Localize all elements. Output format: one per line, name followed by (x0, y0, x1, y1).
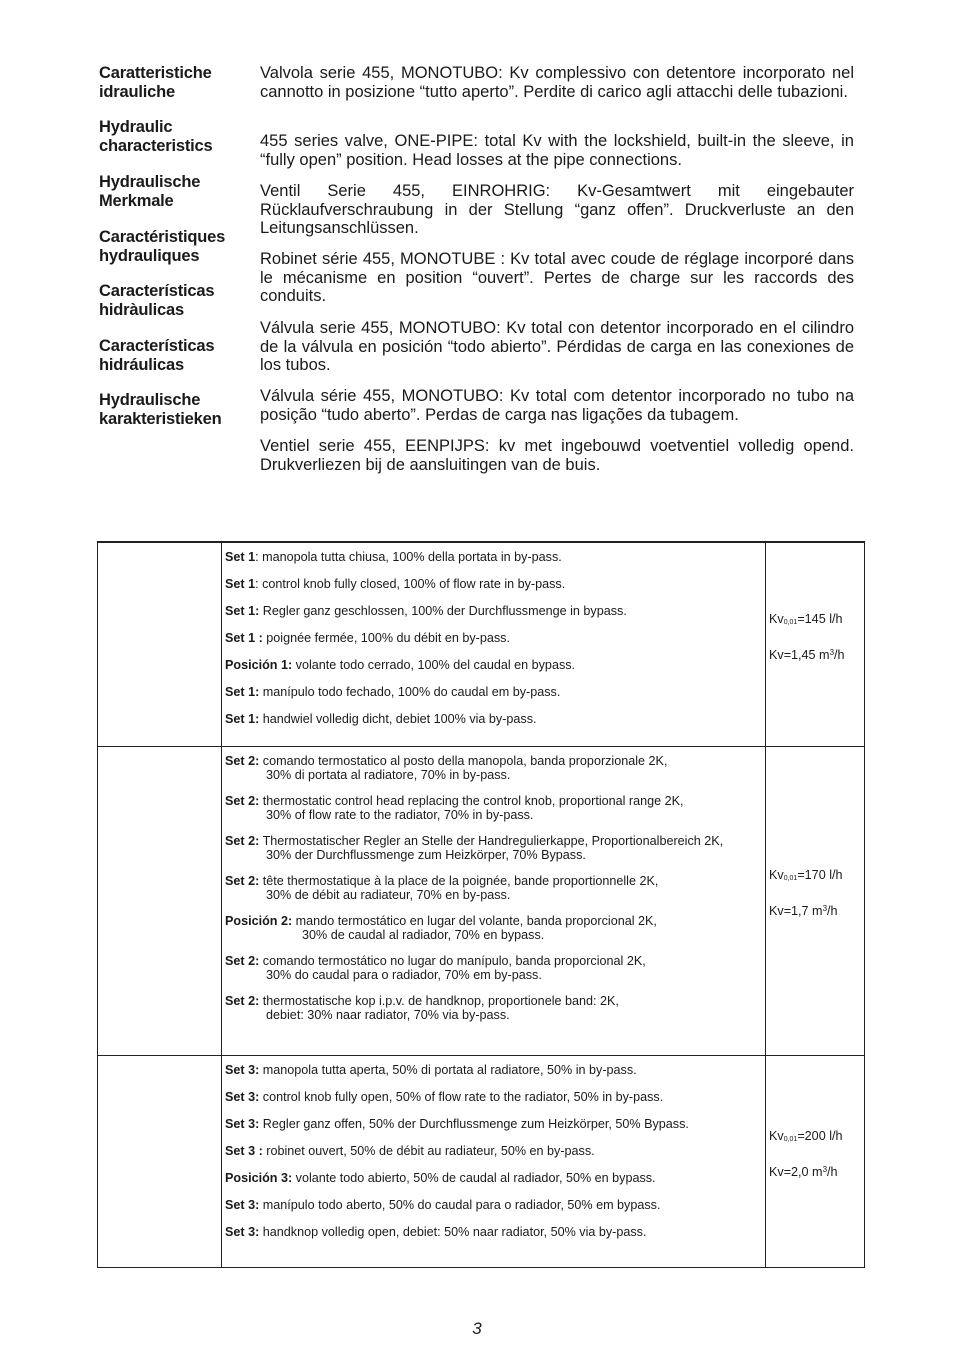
image-cell (98, 1056, 222, 1268)
list-item: Posición 1: volante todo cerrado, 100% del caudal en bypass. (225, 658, 576, 672)
list-item: Set 3: handknop volledig open, debiet: 50% naar radiator, 50% via by-pass. (225, 1225, 647, 1239)
list-item: Posición 3: volante todo abierto, 50% de caudal al radiador, 50% en bypass. (225, 1171, 656, 1185)
paragraph-portuguese: Válvula série 455, MONOTUBO: Kv total com detentor incorporado no tubo na posição “tudo aberto”. Perdas de carga nas ligações da tubagem. (260, 387, 854, 424)
kv-flow-value: $Kv_{0,01}=170$ l/h (769, 868, 843, 882)
table-row (98, 747, 865, 1056)
heading-german: Hydraulische Merkmale (99, 173, 201, 210)
paragraph-english: 455 series valve, ONE-PIPE: total Kv with the lockshield, built-in the sleeve, in “fully open” position. Head losses at the pipe connections. (260, 132, 854, 169)
settings-text-cell (222, 747, 766, 1056)
heading-french: Caractéristiques hydrauliques (99, 228, 226, 265)
list-item: Set 1 : poignée fermée, 100% du débit en by-pass. (225, 631, 510, 645)
table-row (98, 542, 865, 747)
heading-spanish: Características hidràulicas (99, 282, 215, 319)
kv-flow-value: $Kv_{0,01}=145$ l/h (769, 611, 843, 626)
table-row (98, 1056, 865, 1268)
page-number: 3 (472, 1319, 482, 1338)
list-item: Set 2: comando termostático no lugar do manípulo, banda proporcional 2K, 30% do caudal para o radiador, 70% em by-pass. (225, 954, 646, 982)
kv-volume-value: Kv=2,0 $m^3/h$ (769, 1164, 838, 1179)
list-item: Set 3 : robinet ouvert, 50% de débit au radiateur, 50% en by-pass. (225, 1144, 595, 1158)
list-item: Set 1: manopola tutta chiusa, 100% della portata in by-pass. (225, 550, 562, 564)
kv-volume-value: Kv=1,45 $m^3/h$ (769, 647, 845, 662)
kv-cell (766, 747, 865, 1056)
list-item: Set 2: tête thermostatique à la place de la poignée, bande proportionnelle 2K, 30% de débit au radiateur, 70% en by-pass. (225, 874, 659, 902)
list-item: Set 1: handwiel volledig dicht, debiet 100% via by-pass. (225, 712, 537, 726)
settings-text-cell (222, 542, 766, 747)
kv-flow-value: $Kv_{0,01}=200$ l/h (769, 1128, 843, 1143)
list-item: Set 3: Regler ganz offen, 50% der Durchflussmenge zum Heizkörper, 50% Bypass. (225, 1117, 689, 1131)
list-item: Set 3: manípulo todo aberto, 50% do caudal para o radiador, 50% em bypass. (225, 1198, 661, 1212)
settings-table (97, 541, 865, 1268)
list-item: Set 2: comando termostatico al posto della manopola, banda proporzionale 2K, 30% di portata al radiatore, 70% in by-pass. (225, 754, 668, 782)
image-cell (98, 747, 222, 1056)
heading-english: Hydraulic characteristics (99, 118, 213, 155)
image-cell (98, 542, 222, 747)
list-item: Set 2: Thermostatischer Regler an Stelle der Handregulierkappe, Proportionalbereich 2K, 30% der Durchflussmenge zum Heizkörper, 70% Bypass. (225, 834, 724, 862)
paragraph-italian: Valvola serie 455, MONOTUBO: Kv complessivo con detentore incorporato nel cannotto in posizione “tutto aperto”. Perdite di carico agli attacchi delle tubazioni. (260, 64, 854, 101)
list-item: Set 1: Regler ganz geschlossen, 100% der Durchflussmenge in bypass. (225, 604, 627, 618)
paragraph-german: Ventil Serie 455, EINROHRIG: Kv-Gesamtwert mit eingebauter Rücklaufverschraubung in der Stellung “ganz offen”. Druckverluste an den Leitungsanschlüssen. (260, 182, 854, 237)
list-item: Set 2: thermostatische kop i.p.v. de handknop, proportionele band: 2K, debiet: 30% naar radiator, 70% via by-pass. (225, 994, 619, 1022)
paragraph-dutch: Ventiel serie 455, EENPIJPS: kv met ingebouwd voetventiel volledig opend. Drukverliezen bij de aansluitingen van de buis. (260, 437, 854, 474)
paragraph-french: Robinet série 455, MONOTUBE : Kv total avec coude de réglage incorporé dans le mécanisme en position “ouvert”. Pertes de charge sur les raccords des conduits. (260, 250, 854, 305)
heading-dutch: Hydraulische karakteristieken (99, 391, 222, 428)
heading-italian: Caratteristiche idrauliche (99, 64, 212, 101)
kv-cell (766, 542, 865, 747)
list-item: Set 2: thermostatic control head replacing the control knob, proportional range 2K, 30% of flow rate to the radiator, 70% in by-pass. (225, 794, 684, 822)
heading-portuguese: Características hidráulicas (99, 337, 215, 374)
kv-cell (766, 1056, 865, 1268)
paragraph-spanish: Válvula serie 455, MONOTUBO: Kv total con detentor incorporado en el cilindro de la válvula en posición “todo abierto”. Pérdidas de carga en las conexiones de los tubos. (260, 319, 854, 374)
list-item: Set 1: manípulo todo fechado, 100% do caudal em by-pass. (225, 685, 561, 699)
settings-text-cell (222, 1056, 766, 1268)
kv-volume-value: Kv=1,7 $m^3/h$ (769, 904, 838, 918)
list-item: Set 3: manopola tutta aperta, 50% di portata al radiatore, 50% in by-pass. (225, 1063, 637, 1077)
list-item: Posición 2: mando termostático en lugar del volante, banda proporcional 2K, 30% de caudal al radiador, 70% en bypass. (225, 914, 657, 942)
list-item: Set 1: control knob fully closed, 100% of flow rate in by-pass. (225, 577, 566, 591)
list-item: Set 3: control knob fully open, 50% of flow rate to the radiator, 50% in by-pass. (225, 1090, 664, 1104)
